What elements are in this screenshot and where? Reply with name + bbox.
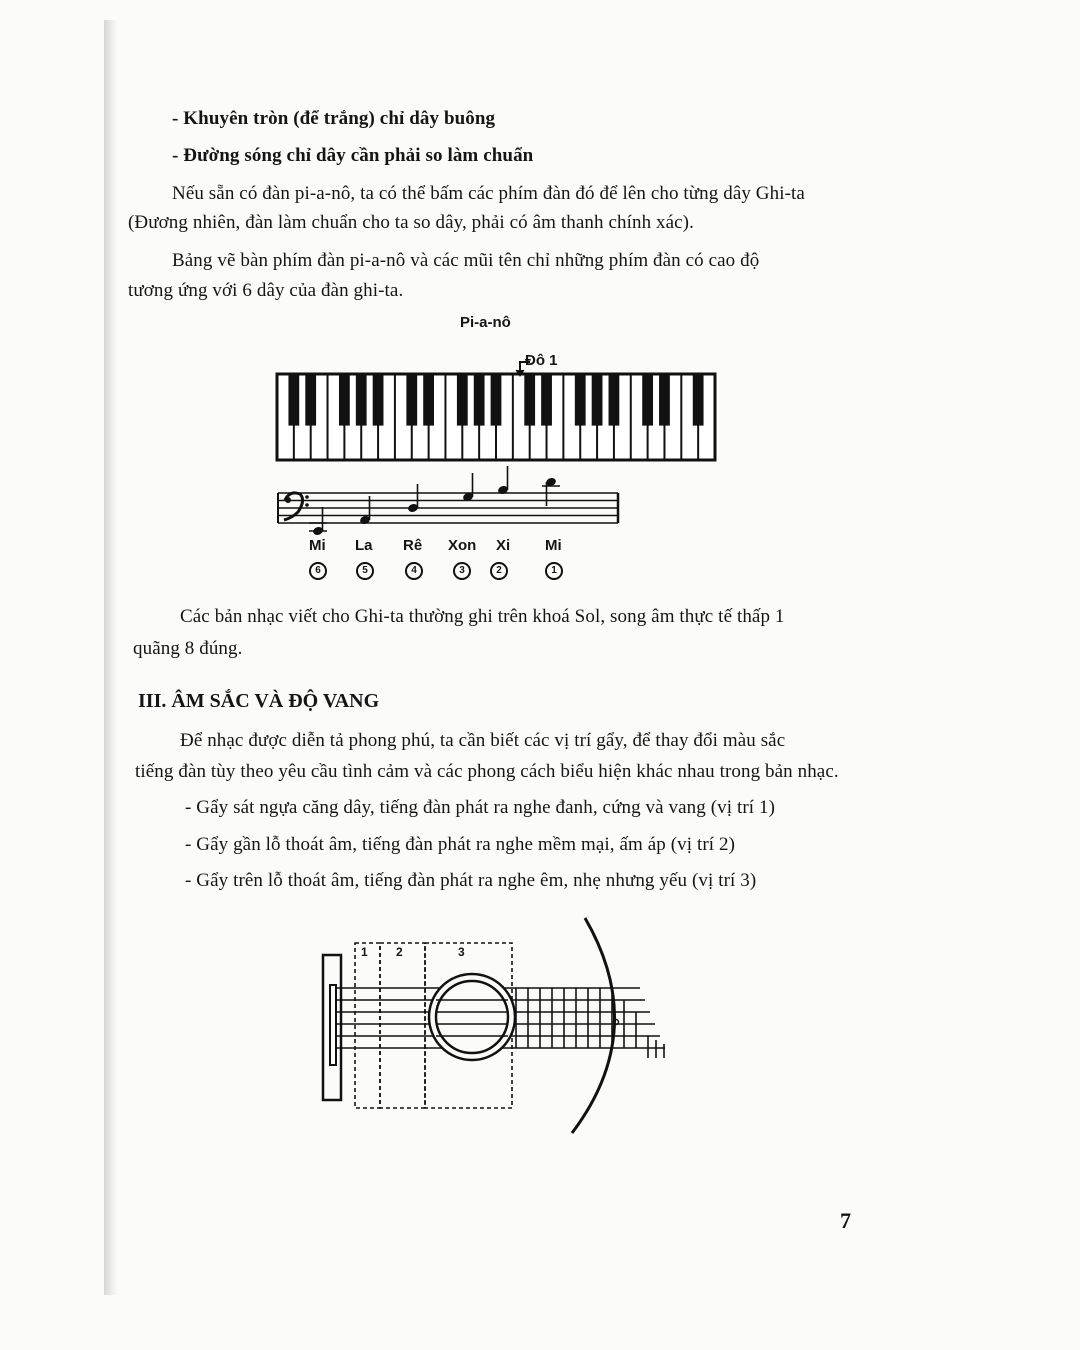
paragraph-treble-line2: quãng 8 đúng. bbox=[133, 638, 243, 659]
string-number-2: 2 bbox=[490, 562, 508, 580]
page-binding-shadow bbox=[104, 20, 118, 1295]
section-intro-line1: Để nhạc được diễn tả phong phú, ta cần biết các vị trí gẩy, để thay đổi màu sắc bbox=[180, 730, 786, 751]
position-2-text: - Gẩy gần lỗ thoát âm, tiếng đàn phát ra nghe mềm mại, ấm áp (vị trí 2) bbox=[185, 834, 736, 855]
black-key bbox=[541, 374, 552, 426]
bass-clef-dot-lower bbox=[305, 503, 309, 507]
zone-3-box bbox=[425, 943, 512, 1108]
black-key bbox=[642, 374, 653, 426]
paragraph-treble-line1: Các bản nhạc viết cho Ghi-ta thường ghi trên khoá Sol, song âm thực tế thấp 1 bbox=[180, 606, 785, 627]
black-key bbox=[491, 374, 502, 426]
note-label-la: La bbox=[355, 537, 373, 554]
black-key bbox=[339, 374, 350, 426]
notehead-5 bbox=[359, 515, 371, 526]
note-label-mi-high: Mi bbox=[545, 537, 562, 554]
keyboard-frame bbox=[277, 374, 715, 460]
black-key bbox=[524, 374, 535, 426]
black-key bbox=[575, 374, 586, 426]
note-label-mi-low: Mi bbox=[309, 537, 326, 554]
bass-clef-dot-upper bbox=[305, 495, 309, 499]
notehead-2 bbox=[497, 485, 509, 496]
note-label-xon: Xon bbox=[448, 537, 477, 554]
string-number-1: 1 bbox=[545, 562, 563, 580]
paragraph-keyboard-line1: Bảng vẽ bàn phím đàn pi-a-nô và các mũi tên chỉ những phím đàn có cao độ bbox=[172, 250, 760, 271]
black-key bbox=[693, 374, 704, 426]
paragraph-piano-line2: (Đương nhiên, đàn làm chuẩn cho ta so dây, phải có âm thanh chính xác). bbox=[128, 212, 694, 233]
guitar-body-edge bbox=[572, 918, 615, 1133]
zone-2-label: 2 bbox=[396, 945, 403, 959]
black-key bbox=[288, 374, 299, 426]
soundhole-inner bbox=[436, 981, 508, 1053]
piano-title: Pi-a-nô bbox=[460, 314, 511, 331]
position-1-text: - Gẩy sát ngựa căng dây, tiếng đàn phát ra nghe đanh, cứng và vang (vị trí 1) bbox=[185, 797, 776, 818]
notehead-6 bbox=[312, 526, 324, 537]
guitar-saddle bbox=[330, 985, 336, 1065]
black-key bbox=[609, 374, 620, 426]
black-key bbox=[457, 374, 468, 426]
zone-3-label: 3 bbox=[458, 945, 465, 959]
legend-wavy-line: - Đường sóng chỉ dây cần phải so làm chuẩn bbox=[172, 145, 534, 166]
bass-clef-dot bbox=[285, 497, 291, 503]
black-key bbox=[406, 374, 417, 426]
black-key bbox=[474, 374, 485, 426]
middle-c-label: Đô 1 bbox=[525, 352, 558, 369]
guitar-bridge bbox=[323, 955, 341, 1100]
guitar-strings bbox=[336, 988, 665, 1048]
black-key bbox=[592, 374, 603, 426]
soundhole-outer bbox=[429, 974, 515, 1060]
position-3-text: - Gẩy trên lỗ thoát âm, tiếng đàn phát ra nghe êm, nhẹ nhưng yếu (vị trí 3) bbox=[185, 870, 757, 891]
zone-1-box bbox=[355, 943, 380, 1108]
black-key bbox=[423, 374, 434, 426]
zone-1-label: 1 bbox=[361, 945, 368, 959]
black-key bbox=[373, 374, 384, 426]
string-number-6: 6 bbox=[309, 562, 327, 580]
black-key bbox=[356, 374, 367, 426]
note-label-xi: Xi bbox=[496, 537, 511, 554]
section-heading: III. ÂM SẮC VÀ ĐỘ VANG bbox=[138, 690, 380, 712]
fret-marker-dot bbox=[614, 1020, 619, 1025]
black-key bbox=[305, 374, 316, 426]
string-number-5: 5 bbox=[356, 562, 374, 580]
page-number: 7 bbox=[840, 1208, 851, 1233]
notehead-4 bbox=[407, 503, 419, 514]
note-label-re: Rê bbox=[403, 537, 423, 554]
bass-clef bbox=[284, 493, 303, 520]
notehead-3 bbox=[462, 492, 474, 503]
string-number-4: 4 bbox=[405, 562, 423, 580]
legend-open-circle: - Khuyên tròn (để trắng) chỉ dây buông bbox=[172, 108, 496, 129]
string-number-3: 3 bbox=[453, 562, 471, 580]
paragraph-keyboard-line2: tương ứng với 6 dây của đàn ghi-ta. bbox=[128, 280, 404, 301]
section-intro-line2: tiếng đàn tùy theo yêu cầu tình cảm và các phong cách biểu hiện khác nhau trong bản nhạc. bbox=[135, 761, 839, 782]
notehead-1 bbox=[545, 477, 557, 488]
zone-2-box bbox=[380, 943, 425, 1108]
paragraph-piano-line1: Nếu sẵn có đàn pi-a-nô, ta có thể bấm các phím đàn đó để lên cho từng dây Ghi-ta bbox=[172, 183, 805, 204]
fretboard-frets bbox=[516, 988, 664, 1058]
black-key bbox=[659, 374, 670, 426]
middle-c-arrow bbox=[516, 370, 524, 376]
